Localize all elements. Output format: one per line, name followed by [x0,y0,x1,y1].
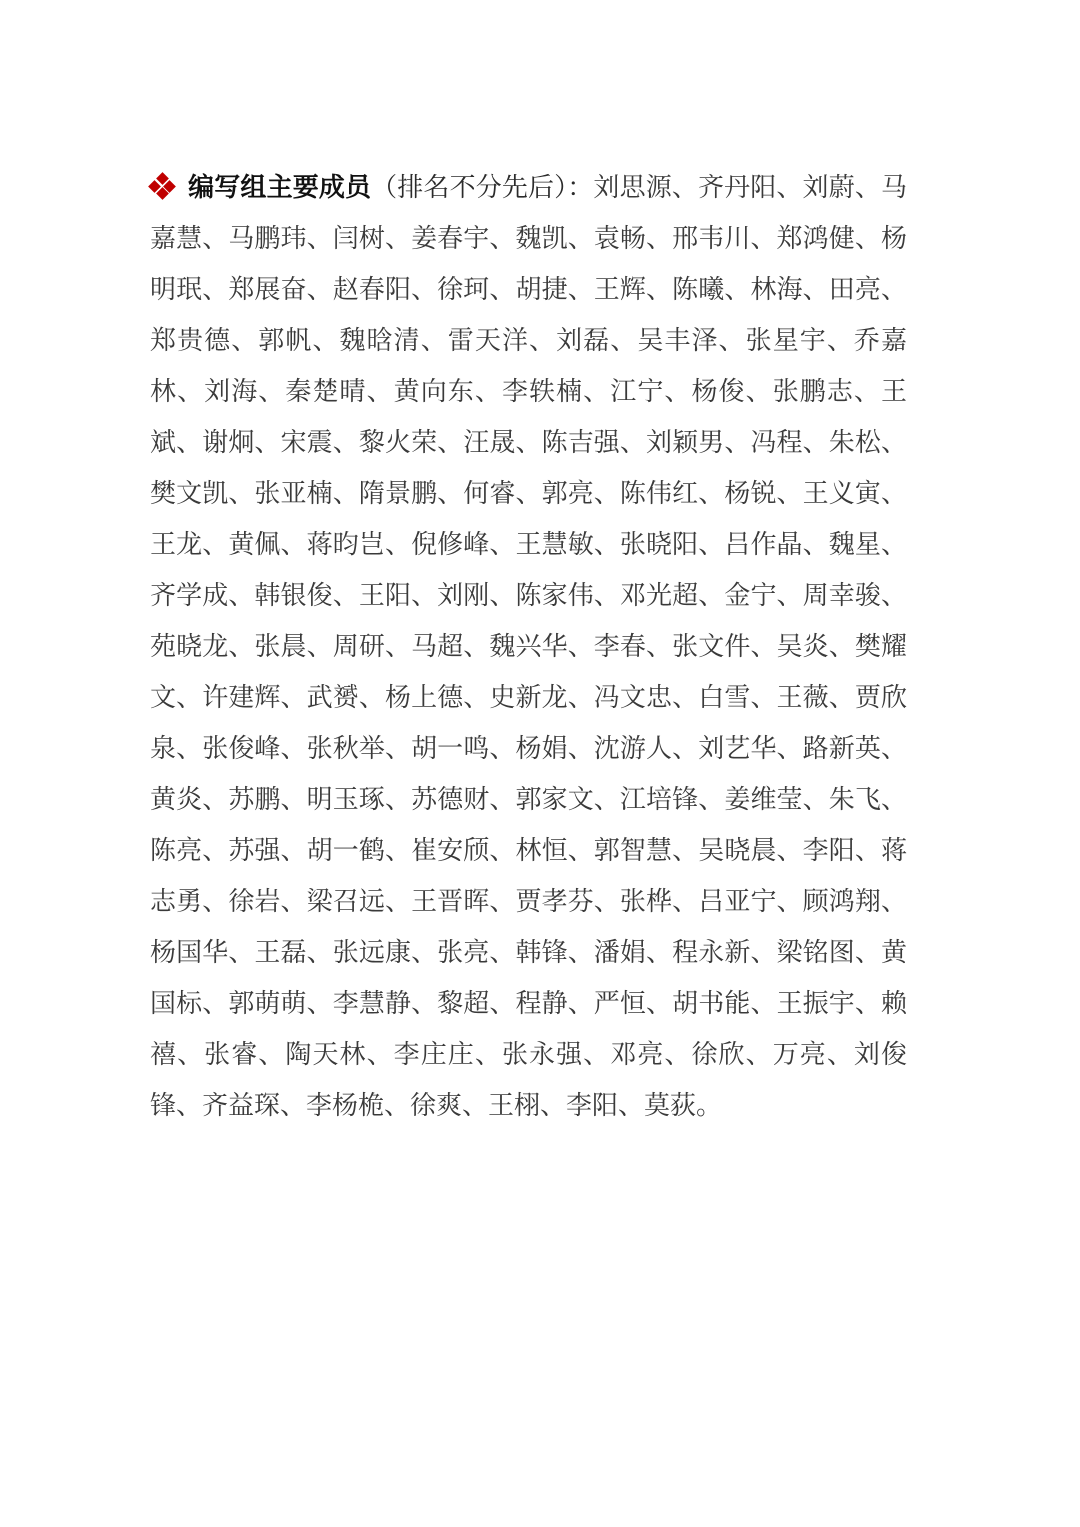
member-names: 刘思源、齐丹阳、刘蔚、马嘉慧、马鹏玮、闫树、姜春宇、魏凯、袁畅、邢韦川、郑鸿健、杨明珉、郑展奋、赵春阳、徐珂、胡捷、王辉、陈曦、林海、田亮、郑贵德、郭帆、魏晗清、雷天洋、刘磊、吴丰泽、张星宇、乔嘉林、刘海、秦楚晴、黄向东、李轶楠、江宁、杨俊、张鹏志、王斌、谢炯、宋震、黎火荣、汪晟、陈吉强、刘颖男、冯程、朱松、樊文凯、张亚楠、隋景鹏、何睿、郭亮、陈伟红、杨锐、王义寅、王龙、黄佩、蒋昀岂、倪修峰、王慧敏、张晓阳、吕作晶、魏星、齐学成、韩银俊、王阳、刘刚、陈家伟、邓光超、金宁、周幸骏、苑晓龙、张晨、周研、马超、魏兴华、李春、张文件、吴炎、樊耀文、许建辉、武赟、杨上德、史新龙、冯文忠、白雪、王薇、贾欣泉、张俊峰、张秋举、胡一鸣、杨娟、沈游人、刘艺华、路新英、黄炎、苏鹏、明玉琢、苏德财、郭家文、江培锋、姜维莹、朱飞、陈亮、苏强、胡一鹤、崔安颀、林恒、郭智慧、吴晓晨、李阳、蒋志勇、徐岩、梁召远、王晋晖、贾孝芬、张桦、吕亚宁、顾鸿翔、杨国华、王磊、张远康、张亮、韩锋、潘娟、程永新、梁铭图、黄国标、郭萌萌、李慧静、黎超、程静、严恒、胡书能、王振宇、赖禧、张睿、陶天林、李庄庄、张永强、邓亮、徐欣、万亮、刘俊锋、齐益琛、李杨桅、徐爽、王栩、李阳、莫荻。 [150,173,907,1121]
ranking-note: （排名不分先后）： [371,173,594,203]
members-paragraph [150,163,907,1132]
section-title: 编写组主要成员 [188,173,372,203]
four-diamonds-bullet-icon [150,174,174,198]
